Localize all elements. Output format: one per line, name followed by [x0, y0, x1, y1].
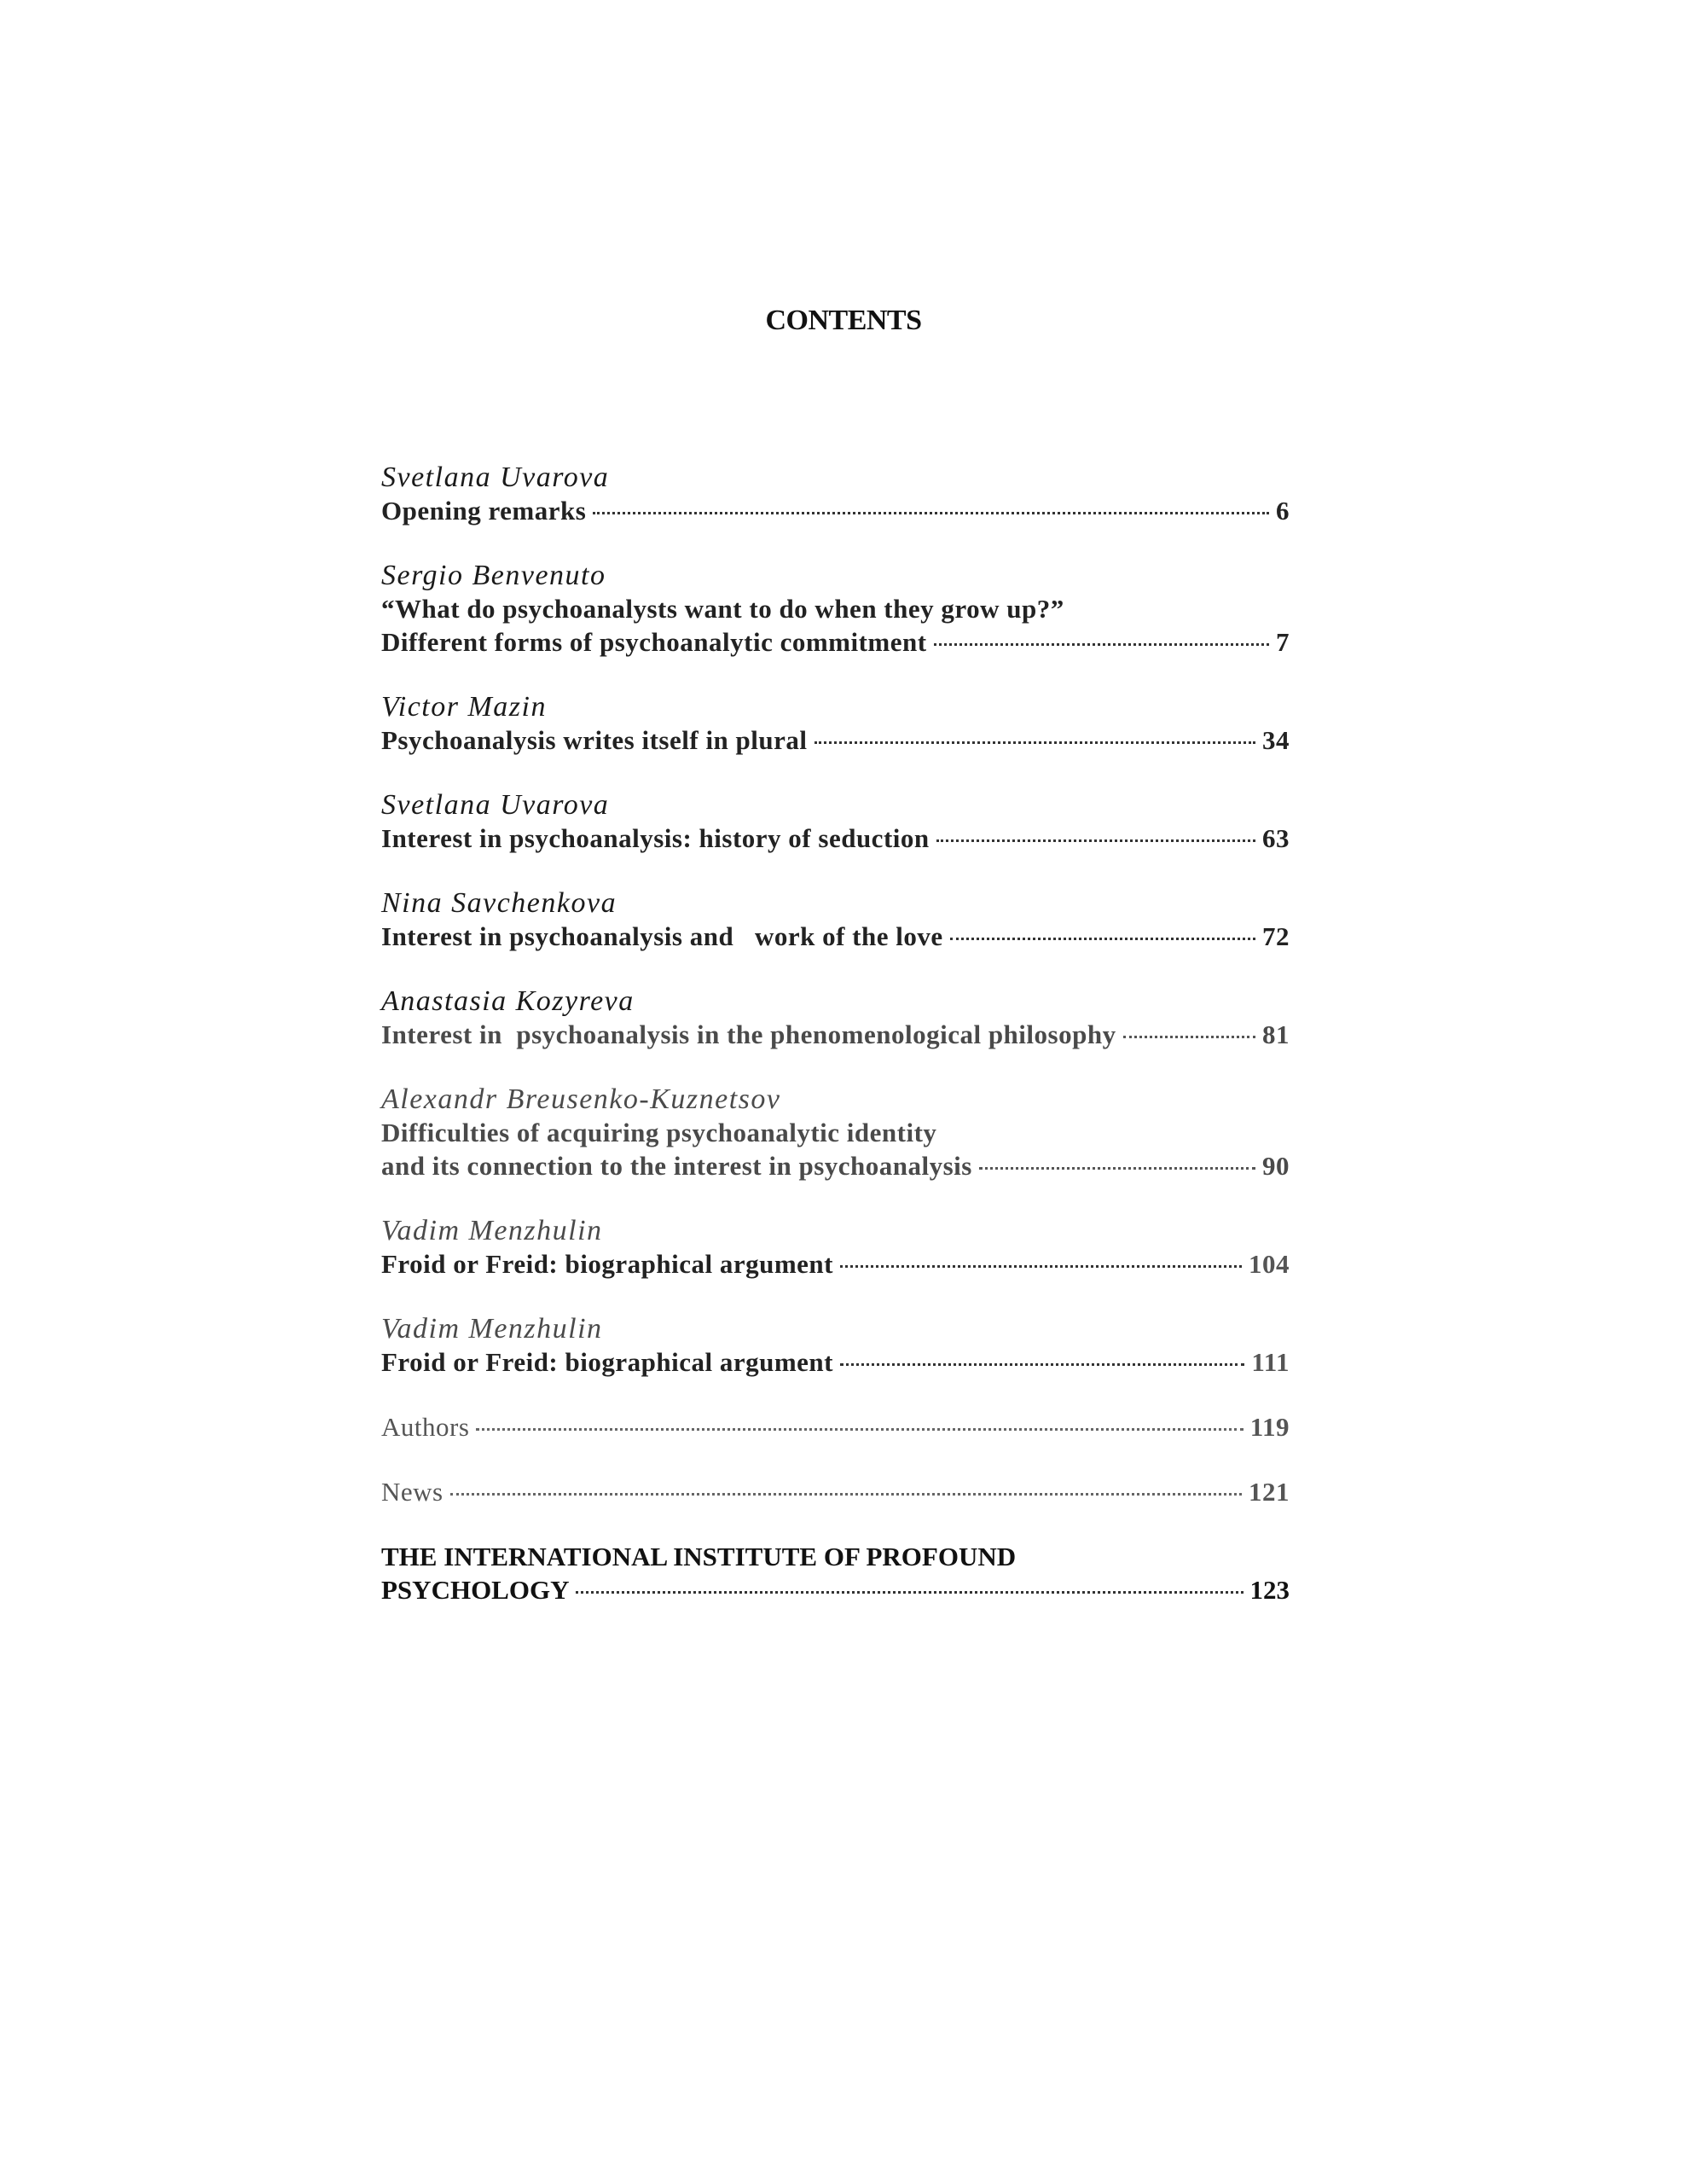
dot-leader [815, 741, 1255, 744]
entry-title-line[interactable] [381, 822, 1290, 855]
entry-page-number: 123 [1249, 1575, 1290, 1605]
toc-entry[interactable] [381, 886, 1290, 953]
entry-title: THE INTERNATIONAL INSTITUTE OF PROFOUND [381, 1542, 1017, 1571]
toc-entry[interactable] [381, 1083, 1290, 1182]
toc-entry[interactable] [381, 690, 1290, 757]
entry-page-number: 34 [1262, 725, 1290, 755]
toc-entry[interactable] [381, 1475, 1290, 1508]
entry-title-line[interactable] [381, 1573, 1290, 1606]
dot-leader [936, 839, 1255, 842]
entry-author: Svetlana Uvarova [381, 462, 610, 493]
toc-entry[interactable] [381, 788, 1290, 855]
dot-leader [576, 1591, 1243, 1594]
entry-author: Vadim Menzhulin [381, 1215, 603, 1246]
entry-page-number: 81 [1262, 1019, 1290, 1049]
dot-leader [476, 1428, 1243, 1431]
entry-title-line[interactable] [381, 1247, 1290, 1281]
entry-title-line[interactable] [381, 920, 1290, 953]
entry-title-line[interactable] [381, 494, 1290, 527]
dot-leader [840, 1265, 1242, 1268]
entry-title: Interest in psychoanalysis and work of the love [381, 921, 943, 951]
toc-entry[interactable] [381, 461, 1290, 527]
dot-leader [934, 643, 1269, 646]
entry-title: Psychoanalysis writes itself in plural [381, 725, 808, 755]
entry-title: and its connection to the interest in psychoanalysis [381, 1151, 972, 1181]
entry-title: Opening remarks [381, 496, 587, 526]
dot-leader [950, 938, 1255, 940]
toc-entry[interactable] [381, 1214, 1290, 1281]
entry-title: Difficulties of acquiring psychoanalytic identity [381, 1118, 937, 1147]
entry-author: Svetlana Uvarova [381, 789, 610, 821]
toc-entry[interactable] [381, 1312, 1290, 1379]
entry-title-line[interactable] [381, 1018, 1290, 1051]
dot-leader [1123, 1036, 1255, 1038]
entry-page-number: 104 [1249, 1249, 1290, 1279]
entry-page-number: 6 [1276, 496, 1290, 526]
entry-title-line[interactable] [381, 1540, 1290, 1573]
entry-page-number: 90 [1262, 1151, 1290, 1181]
entry-page-number: 7 [1276, 627, 1290, 657]
entry-author: Vadim Menzhulin [381, 1313, 603, 1345]
entry-title-line[interactable] [381, 1345, 1290, 1379]
dot-leader [450, 1493, 1242, 1496]
entry-title-line[interactable] [381, 1410, 1290, 1443]
entry-author: Nina Savchenkova [381, 887, 617, 919]
entry-page-number: 121 [1249, 1477, 1290, 1507]
dot-leader [979, 1167, 1255, 1170]
entry-title: Authors [381, 1412, 470, 1442]
entry-title: Interest in psychoanalysis in the phenomenological philosophy [381, 1019, 1116, 1049]
entry-title: Different forms of psychoanalytic commitment [381, 627, 927, 657]
entry-page-number: 72 [1262, 921, 1290, 951]
toc-entry[interactable] [381, 985, 1290, 1051]
entry-title: PSYCHOLOGY [381, 1575, 570, 1605]
toc-entry[interactable] [381, 559, 1290, 659]
entry-page-number: 119 [1249, 1412, 1290, 1442]
entry-title-line[interactable] [381, 625, 1290, 659]
entry-title-line[interactable] [381, 1475, 1290, 1508]
entry-title: Froid or Freid: biographical argument [381, 1347, 833, 1377]
entry-title-line[interactable] [381, 723, 1290, 757]
entry-author: Victor Mazin [381, 691, 547, 723]
entry-title-line[interactable] [381, 1149, 1290, 1182]
entry-title: News [381, 1477, 443, 1507]
entry-title-line[interactable] [381, 592, 1290, 625]
toc-entry[interactable] [381, 1410, 1290, 1443]
entry-page-number: 111 [1251, 1347, 1290, 1377]
dot-leader [593, 512, 1269, 514]
entry-page-number: 63 [1262, 823, 1290, 853]
table-of-contents [381, 461, 1290, 1606]
entry-title-line[interactable] [381, 1116, 1290, 1149]
entry-title: Interest in psychoanalysis: history of seduction [381, 823, 930, 853]
entry-title: “What do psychoanalysts want to do when they grow up?” [381, 594, 1064, 624]
toc-entry[interactable] [381, 1540, 1290, 1606]
page-title: CONTENTS [765, 305, 922, 336]
dot-leader [840, 1363, 1244, 1366]
entry-author: Anastasia Kozyreva [381, 985, 635, 1017]
entry-author: Alexandr Breusenko-Kuznetsov [381, 1083, 781, 1115]
entry-author: Sergio Benvenuto [381, 560, 606, 591]
entry-title: Froid or Freid: biographical argument [381, 1249, 833, 1279]
